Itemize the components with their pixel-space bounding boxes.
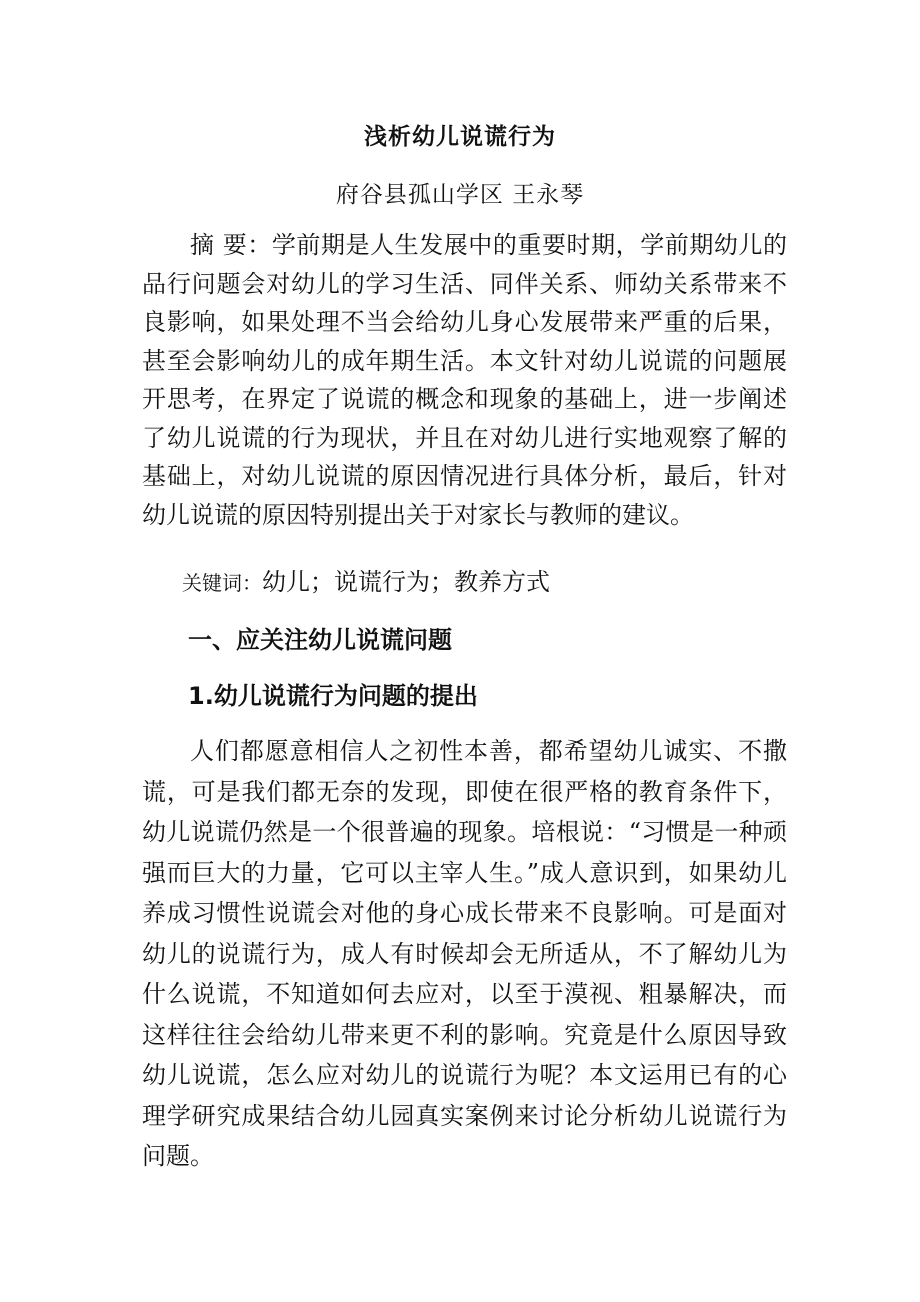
document-title: 浅析幼儿说谎行为 bbox=[364, 123, 556, 150]
abstract-paragraph bbox=[142, 226, 787, 534]
abstract-text: 学前期是人生发展中的重要时期，学前期幼儿的品行问题会对幼儿的学习生活、同伴关系、师幼关系带来不良影响，如果处理不当会给幼儿身心发展带来严重的后果，甚至会影响幼儿的成年期生活。本文针对幼儿说谎的问题展开思考，在界定了说谎的概念和现象的基础上，进一步阐述了幼儿说谎的行为现状，并且在对幼儿进行实地观察了解的基础上，对幼儿说谎的原因情况进行具体分析，最后，针对幼儿说谎的原因特别提出关于对家长与教师的建议。 bbox=[142, 231, 787, 529]
subsection-heading: 1.幼儿说谎行为问题的提出 bbox=[188, 682, 478, 710]
abstract-label: 摘 要： bbox=[190, 231, 272, 259]
keywords-label: 关键词： bbox=[182, 571, 262, 595]
keywords-text: 幼儿；说谎行为；教养方式 bbox=[262, 568, 550, 596]
keywords-line bbox=[182, 562, 782, 597]
section-heading: 一、应关注幼儿说谎问题 bbox=[188, 626, 452, 654]
body-paragraph: 人们都愿意相信人之初性本善，都希望幼儿诚实、不撒谎，可是我们都无奈的发现，即使在很严格的教育条件下，幼儿说谎仍然是一个很普遍的现象。培根说：“习惯是一种顽强而巨大的力量，它可以主宰人生。”成人意识到，如果幼儿养成习惯性说谎会对他的身心成长带来不良影响。可是面对幼儿的说谎行为，成人有时候却会无所适从，不了解幼儿为什么说谎，不知道如何去应对，以至于漠视、粗暴解决，而这样往往会给幼儿带来更不利的影响。究竟是什么原因导致幼儿说谎，怎么应对幼儿的说谎行为呢？本文运用已有的心理学研究成果结合幼儿园真实案例来讨论分析幼儿说谎行为问题。 bbox=[142, 737, 787, 1170]
author-line: 府谷县孤山学区 王永琴 bbox=[335, 182, 585, 208]
